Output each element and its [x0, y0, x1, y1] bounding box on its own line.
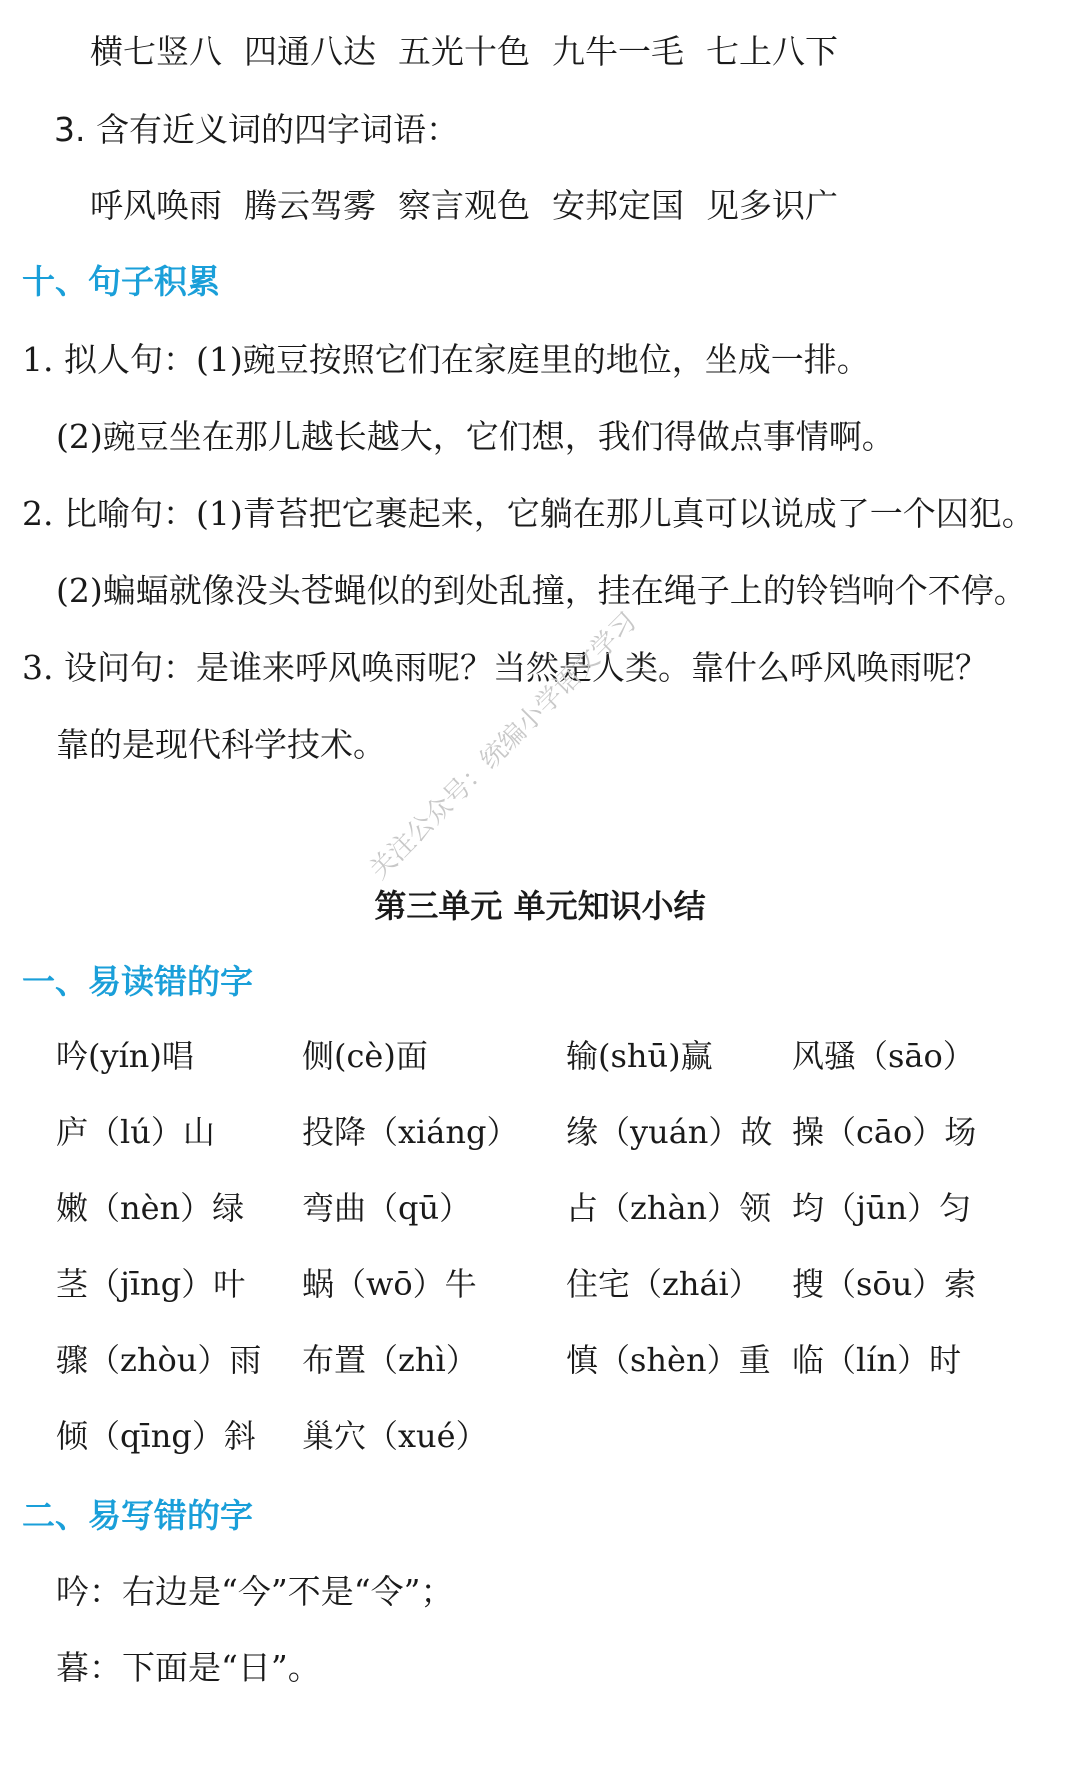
unit-title: 第三单元 单元知识小结 [374, 887, 706, 925]
pron-item: 慎（shèn）重 [566, 1341, 771, 1379]
idiom: 安邦定国 [552, 186, 684, 225]
idiom: 呼风唤雨 [90, 186, 222, 225]
pron-item: 投降（xiáng） [302, 1113, 519, 1151]
section-1-heading: 一、易读错的字 [22, 962, 253, 1001]
idiom-list-numbers [90, 32, 860, 72]
item-3-title: 3. 含有近义词的四字词语： [54, 110, 459, 149]
pron-item: 嫩（nèn）绿 [56, 1189, 245, 1227]
idiom: 五光十色 [398, 32, 530, 71]
idiom: 腾云驾雾 [244, 186, 376, 225]
idiom: 横七竖八 [90, 32, 222, 71]
pron-item: 占（zhàn）领 [566, 1189, 772, 1227]
pron-item: 庐（lú）山 [56, 1113, 215, 1151]
pron-item: 吟(yín)唱 [56, 1037, 194, 1075]
pron-item: 风骚（sāo） [792, 1037, 975, 1075]
sentence-personification-1: 1. 拟人句：(1)豌豆按照它们在家庭里的地位，坐成一排。 [22, 340, 870, 379]
pron-item: 茎（jīng）叶 [56, 1265, 246, 1303]
idiom: 察言观色 [398, 186, 530, 225]
section-10-heading: 十、句子积累 [22, 262, 220, 301]
sentence-metaphor-1: 2. 比喻句：(1)青苔把它裹起来，它躺在那儿真可以说成了一个囚犯。 [22, 494, 1035, 533]
pron-item: 弯曲（qū） [302, 1189, 472, 1227]
pron-item: 侧(cè)面 [302, 1037, 428, 1075]
idiom: 见多识广 [706, 186, 838, 225]
pron-item: 蜗（wō）牛 [302, 1265, 477, 1303]
pron-item: 布置（zhì） [302, 1341, 478, 1379]
pron-item: 缘（yuán）故 [566, 1113, 773, 1151]
pron-item: 倾（qīng）斜 [56, 1417, 256, 1455]
sentence-personification-2: (2)豌豆坐在那儿越长越大，它们想，我们得做点事情啊。 [56, 417, 895, 456]
pron-item: 住宅（zhái） [566, 1265, 761, 1303]
pron-item: 搜（sōu）索 [792, 1265, 977, 1303]
pron-item: 临（lín）时 [792, 1341, 962, 1379]
section-2-heading: 二、易写错的字 [22, 1496, 253, 1535]
idiom: 九牛一毛 [552, 32, 684, 71]
writing-note-1: 吟：右边是“今”不是“令”； [56, 1572, 454, 1611]
idiom: 七上八下 [706, 32, 838, 71]
pron-item: 巢穴（xué） [302, 1417, 488, 1455]
watermark-text: 关注公众号：统编小学语文学习 [364, 606, 643, 886]
pron-item: 均（jūn）匀 [792, 1189, 972, 1227]
idiom: 四通八达 [244, 32, 376, 71]
sentence-metaphor-2: (2)蝙蝠就像没头苍蝇似的到处乱撞，挂在绳子上的铃铛响个不停。 [56, 571, 1027, 610]
pron-item: 操（cāo）场 [792, 1113, 977, 1151]
sentence-rhetorical-1: 3. 设问句：是谁来呼风唤雨呢？当然是人类。靠什么呼风唤雨呢？ [22, 648, 988, 687]
sentence-rhetorical-2: 靠的是现代科学技术。 [56, 725, 386, 764]
writing-note-2: 暮：下面是“日”。 [56, 1648, 321, 1687]
pron-item: 骤（zhòu）雨 [56, 1341, 262, 1379]
idiom-list-synonyms [90, 186, 860, 226]
pron-item: 输(shū)赢 [566, 1037, 713, 1075]
